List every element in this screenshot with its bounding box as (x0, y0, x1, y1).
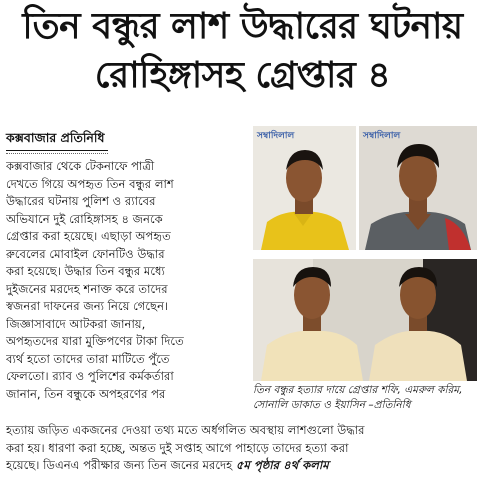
body-line: হত্যায় জড়িত একজনের দেওয়া তথ্য মতে অর্ধগলিত অবস্থায় লাশগুলো উদ্ধার (6, 423, 365, 437)
body-line: স্বজনরা দাফনের জন্য নিয়ে গেছেন। (6, 299, 169, 313)
headline (0, 2, 485, 100)
body-line: অভিযানে দুই রোহিঙ্গাসহ ৪ জনকে (6, 211, 163, 226)
photo-suspects-3-4 (253, 259, 477, 381)
suspects-3-4-illustration (253, 259, 477, 381)
body-line: জিজ্ঞাসাবাদে আটকরা জানায়, (6, 316, 146, 331)
byline: কক্সবাজার প্রতিনিধি (6, 130, 108, 151)
body-line: করা হয়েছে। উদ্ধার তিন বন্ধুর মধ্যে (6, 264, 165, 278)
body-line: দুইজনের মরদেহ শনাক্ত করে তাদের (6, 281, 168, 296)
continuation-note: ৫ম পৃষ্ঠার ৪র্থ কলাম (235, 458, 329, 472)
body-line: ফেলতো। র‌্যাব ও পুলিশের কর্মকর্তারা (6, 369, 174, 383)
headline-line-1: তিন বন্ধুর লাশ উদ্ধারের ঘটনায় (22, 6, 463, 47)
body-line: দেখতে গিয়ে অপহৃত তিন বন্ধুর লাশ (6, 176, 174, 191)
suspect-2-illustration (359, 126, 477, 250)
article-body-full-width (6, 422, 480, 475)
body-line: ব্যর্থ হতো তাদের তারা মাটিতে পুঁতে (6, 351, 170, 366)
photo-suspect-1 (253, 126, 356, 250)
body-line: রুবেলের মোবাইল ফোনটিও উদ্ধার (6, 246, 165, 261)
body-line: উদ্ধারের ঘটনায় পুলিশ ও র‌্যাবের (6, 194, 156, 208)
body-line-text: হয়েছে। ডিএনএ পরীক্ষার জন্য তিন জনের মরদেহ (6, 458, 233, 472)
photo-caption: তিন বন্ধুর হত্যার দায়ে গ্রেপ্তার শফি, এমরুল করিম, সোনালি ডাকাত ও ইয়াসিন –প্রতিনিধি (253, 384, 463, 411)
article-body-column (6, 158, 246, 403)
photo-watermark: সম্বাদিলাল (257, 131, 295, 141)
body-line: অপহৃতদের যারা মুক্তিপণের টাকা দিতে (6, 334, 184, 348)
headline-line-2: রোহিঙ্গাসহ গ্রেপ্তার ৪ (94, 55, 391, 96)
photo-suspect-2 (359, 126, 477, 250)
body-line: গ্রেপ্তার করা হয়েছে। এছাড়া অপহৃত (6, 229, 171, 243)
body-line: কক্সবাজার থেকে টেকনাফে পাত্রী (6, 159, 155, 173)
body-line-last (6, 457, 480, 475)
body-line: করা হয়। ধারণা করা হচ্ছে, অন্তত দুই সপ্তাহ আগে পাহাড়ে তাদের হত্যা করা (6, 440, 349, 455)
suspect-1-illustration (253, 126, 356, 250)
photo-watermark: সম্বাদিলাল (363, 131, 401, 141)
body-line: জানান, তিন বন্ধুকে অপহরণের পর (6, 386, 166, 401)
